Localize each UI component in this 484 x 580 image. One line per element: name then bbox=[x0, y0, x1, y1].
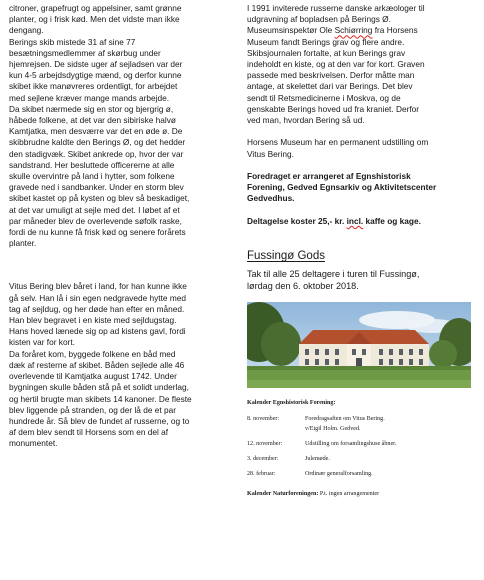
text-span: fra Horsens bbox=[372, 25, 418, 36]
paragraph-gap bbox=[247, 160, 475, 171]
text-line: sandstrand. Her besluttede officererne at alle bbox=[9, 159, 175, 170]
text-line: par måneder blev de overlevende søfolk raske, bbox=[9, 215, 182, 226]
calendar-date: 8. november: bbox=[247, 416, 280, 423]
price-line bbox=[247, 216, 475, 227]
text-line: Berings skib mistede 31 af sine 77 bbox=[9, 36, 136, 47]
text-line: citroner, grapefrugt og appelsiner, samt grønne bbox=[9, 3, 182, 13]
hedge bbox=[247, 366, 471, 370]
text-line bbox=[247, 25, 475, 36]
text-line: gå selv. Han lå i sin egen nedgravede hytte med bbox=[9, 292, 186, 303]
calendar-row bbox=[247, 440, 475, 448]
text-line: dengang. bbox=[9, 25, 44, 36]
text-line: passede med beskrivelsen. Derfor måtte man bbox=[247, 70, 415, 81]
text-line: udgravning af bopladsen på Berings Ø. bbox=[247, 14, 391, 25]
calendar-event: Julemøde. bbox=[305, 456, 330, 463]
text-line: Hans hoved lænede sig op ad kistens gavl, fordi bbox=[9, 326, 186, 337]
text-line: Forening, Gedved Egnsarkiv og Aktivitetscenter bbox=[247, 182, 437, 193]
right-column bbox=[247, 3, 475, 498]
text-line: dæk af resterne af skibet. Båden sejlede alle 46 bbox=[9, 359, 185, 370]
text-line: Foredraget er arrangeret af Egnshistorisk bbox=[247, 171, 411, 182]
calendar-event-detail: v/Eigil Holm. Gedved. bbox=[305, 426, 361, 433]
text-line: hjemrejsen. De sidste uger af sejladsen var der bbox=[9, 59, 183, 70]
text-line: sendt til Retsmedicinerne i Moskva, og de bbox=[247, 92, 401, 103]
article-paragraph-excavation bbox=[247, 3, 475, 126]
spellcheck-word: incl. bbox=[346, 215, 364, 226]
text-line: den stadigvæk. Skibet ankrede op, hvor der var bbox=[9, 148, 184, 159]
text-span: kaffe og kage. bbox=[363, 215, 421, 226]
text-line: antage, at skelettet dari var Berings. Det blev bbox=[247, 81, 413, 92]
calendar-row bbox=[247, 470, 475, 478]
text-line: lørdag den 6. oktober 2018. bbox=[247, 281, 359, 292]
text-line: monumentet. bbox=[9, 438, 58, 449]
paragraph-gap bbox=[9, 265, 234, 281]
calendar-row bbox=[247, 415, 475, 423]
text-line: blev liggende på stranden, og der lå de et par bbox=[9, 404, 176, 415]
text-line: planter, og i frisk kød. Men det vidste man ikke bbox=[9, 14, 180, 25]
calendar-egnshistorisk bbox=[247, 399, 475, 498]
text-span: Deltagelse koster 25,- kr. bbox=[247, 215, 347, 226]
text-span: Museumsinspektør Ole bbox=[247, 25, 335, 36]
calendar-date: 12. november: bbox=[247, 441, 283, 448]
calendar-title: Kalender Egnshistorisk Forening: bbox=[247, 400, 336, 407]
paragraph-gap bbox=[247, 205, 475, 216]
article-paragraph-bering-death bbox=[9, 281, 234, 449]
text-line: indeholdt en kiste, og at den var for kort. Graven bbox=[247, 59, 425, 70]
text-line: at det var umuligt at sejle med det. I løbet af et bbox=[9, 204, 180, 215]
text-line: Da foråret kom, byggede folkene en båd med bbox=[9, 348, 176, 359]
text-line: bygningen skulle båden stå på et solidt underlag, bbox=[9, 382, 189, 393]
text-line: Museum fandt Berings grav og flere andre. bbox=[247, 36, 405, 47]
paragraph-gap bbox=[9, 249, 234, 265]
text-line: håbede folkene, at det var den sibiriske halvø bbox=[9, 115, 176, 126]
calendar-event: Foredragsaften om Vitus Bering. bbox=[305, 416, 385, 423]
text-line: Han blev begravet i en kiste med sejldugstag. bbox=[9, 315, 177, 326]
text-line: I 1991 inviterede russerne danske arkæologer til bbox=[247, 3, 425, 13]
text-line: overlevende til Kamtjatka august 1742. Under bbox=[9, 371, 177, 382]
lawn-foreground bbox=[247, 380, 471, 388]
text-line: kun 4-5 arbejdsdygtige mænd, og derfor kunne bbox=[9, 70, 182, 81]
text-line: skibet ikke manøvreres ordentligt, for arbejdet bbox=[9, 81, 178, 92]
text-line: Skibsjournalen fortalte, at kun Berings grav bbox=[247, 47, 406, 58]
text-line: Horsens Museum har en permanent udstilling om bbox=[247, 137, 429, 148]
section-heading: Fussingø Gods bbox=[247, 250, 325, 263]
left-column bbox=[9, 3, 234, 450]
article-paragraph-museum bbox=[247, 137, 475, 159]
text-line: planter. bbox=[9, 238, 37, 249]
text-lines bbox=[247, 37, 475, 127]
text-line: tag af sejldug, og her døde han efter en måned. bbox=[9, 303, 185, 314]
tree bbox=[429, 340, 457, 368]
text-line: skibet kastet op på kysten og blev så beskadiget, bbox=[9, 193, 190, 204]
text-line: Gedvedhus. bbox=[247, 193, 295, 204]
text-line: ved man, hvordan Bering så ud. bbox=[247, 115, 365, 126]
calendar-naturforeningen bbox=[247, 490, 475, 498]
text-line: skibbrudne kaldte den Berings Ø, og det hedder bbox=[9, 137, 186, 148]
text-line: Da skibet nærmede sig en stor og bjergrig ø, bbox=[9, 103, 174, 114]
text-line: med sejlene kræver mange mands arbejde. bbox=[9, 92, 170, 103]
section-gap bbox=[247, 227, 475, 249]
calendar-event: Ordinær generalforsamling. bbox=[305, 471, 373, 478]
text-line: Vitus Bering. bbox=[247, 148, 294, 159]
text-line: Tak til alle 25 deltagere i turen til Fussingø, bbox=[247, 269, 420, 280]
manor-photo bbox=[247, 302, 471, 388]
calendar-date: 3. december: bbox=[247, 456, 279, 463]
article-paragraph-organizers bbox=[247, 171, 475, 205]
spellcheck-word: Schiørring bbox=[334, 25, 373, 36]
text-line: besætningsmedlemmer af skørbug under bbox=[9, 47, 161, 58]
paragraph-gap bbox=[247, 126, 475, 137]
text-line: af dem blev sendt til Horsens som en del af bbox=[9, 427, 169, 438]
section-intro bbox=[247, 268, 475, 292]
calendar-event: Udstilling om forsamlingshuse åbner. bbox=[305, 441, 397, 448]
text-line: og hertil brugte man skibets 14 kanoner. De fleste bbox=[9, 393, 192, 404]
calendar-row bbox=[247, 455, 475, 463]
text-line: Vitus Bering blev båret i land, for han kunne ikke bbox=[9, 281, 187, 292]
tree bbox=[261, 322, 301, 366]
text-line: skulle overvintre på land i hytter, som folkene bbox=[9, 171, 175, 182]
text-line: gravede ned i sandbanker. Under en storm blev bbox=[9, 182, 184, 193]
text-line: fordi de nu kunne få frisk kød og senere forårets bbox=[9, 227, 186, 238]
article-paragraph-skoerbug bbox=[9, 3, 234, 249]
text-line: kisten var for kort. bbox=[9, 337, 75, 348]
text-line: hundrede år. Så blev de fundet af russerne, og to bbox=[9, 415, 190, 426]
calendar-event: P.t. ingen arrangementer bbox=[318, 491, 380, 498]
calendar-title: Kalender Naturforeningen: bbox=[247, 491, 319, 498]
calendar-date: 28. februar: bbox=[247, 471, 276, 478]
text-line: Kamtjatka, men desværre var det en øde ø. De bbox=[9, 126, 183, 137]
text-line: genskabte Berings hoved ud fra kraniet. Derfor bbox=[247, 103, 420, 114]
